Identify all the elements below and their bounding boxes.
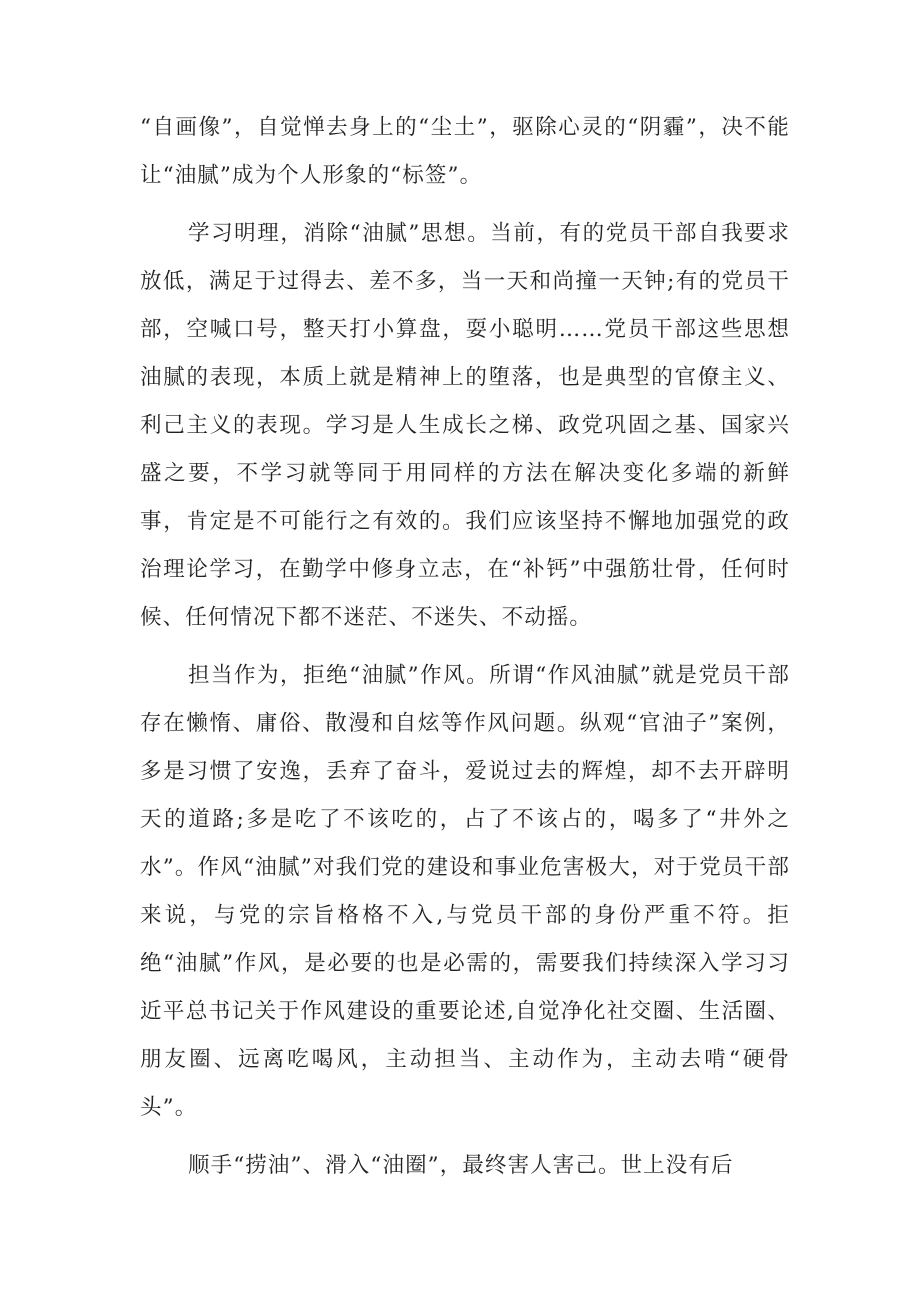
paragraph-gap [140, 200, 790, 210]
paragraph-gap [140, 642, 790, 652]
paragraph-style: 担当作为，拒绝“油腻”作风。所谓“作风油腻”就是党员干部存在懒惰、庸俗、散漫和自炫等作风问题。纵观“官油子”案例，多是习惯了安逸，丢弃了奋斗，爱说过去的辉煌，却不去开辟明天的道路;多是吃了不该吃的，占了不该占的，喝多了“井外之水”。作风“油腻”对我们党的建设和事业危害极大，对于党员干部来说，与党的宗旨格格不入,与党员干部的身份严重不符。拒绝“油腻”作风，是必要的也是必需的，需要我们持续深入学习习近平总书记关于作风建设的重要论述,自觉净化社交圈、生活圈、朋友圈、远离吃喝风，主动担当、主动作为，主动去啃“硬骨头”。 [140, 663, 790, 1120]
paragraph-intro: “自画像”，自觉惮去身上的“尘土”，驱除心灵的“阴霾”，决不能让“油腻”成为个人形象的“标签”。 [140, 115, 790, 188]
paragraph-warning: 顺手“捞油”、滑入“油圈”，最终害人害己。世上没有后 [188, 1153, 734, 1178]
paragraph-gap [140, 1132, 790, 1142]
document-body [140, 104, 790, 1190]
paragraph-study: 学习明理，消除“油腻”思想。当前，有的党员干部自我要求放低，满足于过得去、差不多，当一天和尚撞一天钟;有的党员干部，空喊口号，整天打小算盘，耍小聪明……党员干部这些思想油腻的表现，本质上就是精神上的堕落，也是典型的官僚主义、利己主义的表现。学习是人生成长之梯、政党巩固之基、国家兴盛之要，不学习就等同于用同样的方法在解决变化多端的新鲜事，肯定是不可能行之有效的。我们应该坚持不懈地加强党的政治理论学习，在勤学中修身立志，在“补钙”中强筋壮骨，任何时候、任何情况下都不迷茫、不迷失、不动摇。 [140, 221, 790, 630]
